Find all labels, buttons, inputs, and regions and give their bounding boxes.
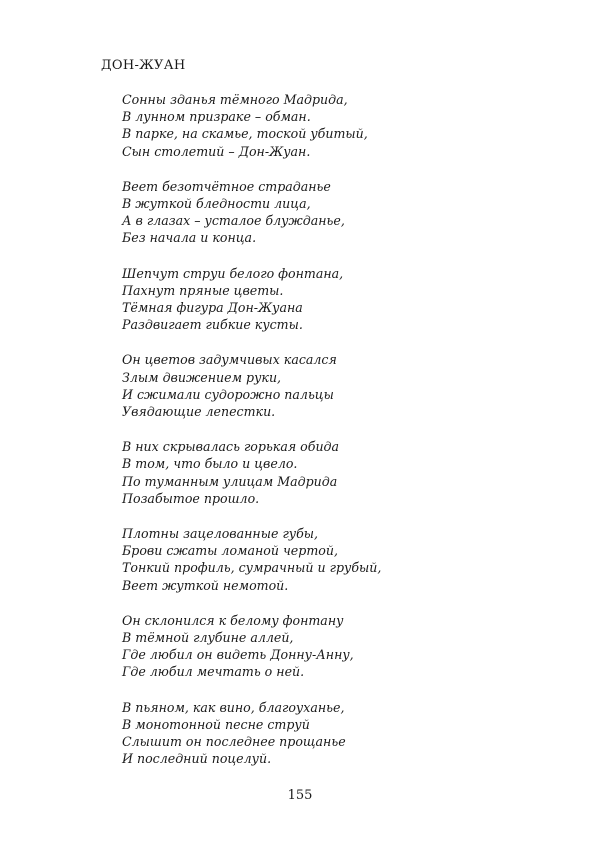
poem-line: В жуткой бледности лица, [122, 196, 311, 212]
poem-line: Он склонился к белому фонтану [122, 612, 344, 628]
stanza-7 [122, 612, 562, 681]
poem-line: А в глазах – усталое блужданье, [122, 213, 345, 229]
poem-line: И последний поцелуй. [122, 751, 272, 767]
poem-line: Тёмная фигура Дон-Жуана [122, 300, 303, 316]
poem-line: В пьяном, как вино, благоуханье, [122, 699, 345, 715]
poem-line: Он цветов задумчивых касался [122, 352, 337, 368]
poem-line: Слышит он последнее прощанье [122, 734, 346, 750]
stanza-4 [122, 351, 562, 420]
poem-line: Пахнут пряные цветы. [122, 282, 284, 298]
poem-line: Раздвигает гибкие кусты. [122, 317, 303, 333]
stanza-1 [122, 91, 562, 160]
poem-line: Веет безотчётное страданье [122, 178, 331, 194]
poem-line: В том, что было и цвело. [122, 456, 298, 472]
poem-line: В них скрывалась горькая обида [122, 439, 340, 455]
stanza-3 [122, 265, 562, 334]
poem-line: Позабытое прошло. [122, 490, 260, 506]
poem-line: Брови сжаты ломаной чертой, [122, 543, 338, 559]
poem-line: В лунном призраке – обман. [122, 109, 311, 125]
poem-line: Шепчут струи белого фонтана, [122, 265, 344, 281]
stanza-2 [122, 178, 562, 247]
poem-line: Увядающие лепестки. [122, 404, 276, 420]
stanza-5 [122, 438, 562, 507]
poem-line: Злым движением руки, [122, 369, 282, 385]
poem-line: В монотонной песне струй [122, 716, 310, 732]
poem-line: И сжимали судорожно пальцы [122, 386, 334, 402]
poem-line: Где любил мечтать о ней. [122, 664, 305, 680]
poem-line: В тёмной глубине аллей, [122, 630, 294, 646]
poem-line: В парке, на скамье, тоской убитый, [122, 126, 368, 142]
poem-title: ДОН-ЖУАН [101, 58, 186, 73]
poem-line: Где любил он видеть Донну-Анну, [122, 647, 354, 663]
poem-line: Веет жуткой немотой. [122, 577, 289, 593]
page-number: 155 [287, 788, 313, 803]
poem-line: Без начала и конца. [122, 230, 257, 246]
poem-line: По туманным улицам Мадрида [122, 473, 338, 489]
poem-line: Плотны зацелованные губы, [122, 526, 319, 542]
poem-line: Сын столетий – Дон-Жуан. [122, 143, 311, 159]
poem-body [122, 91, 562, 786]
stanza-6 [122, 525, 562, 594]
poem-line: Сонны зданья тёмного Мадрида, [122, 92, 348, 107]
stanza-8 [122, 699, 562, 768]
poem-line: Тонкий профиль, сумрачный и грубый, [122, 560, 382, 576]
